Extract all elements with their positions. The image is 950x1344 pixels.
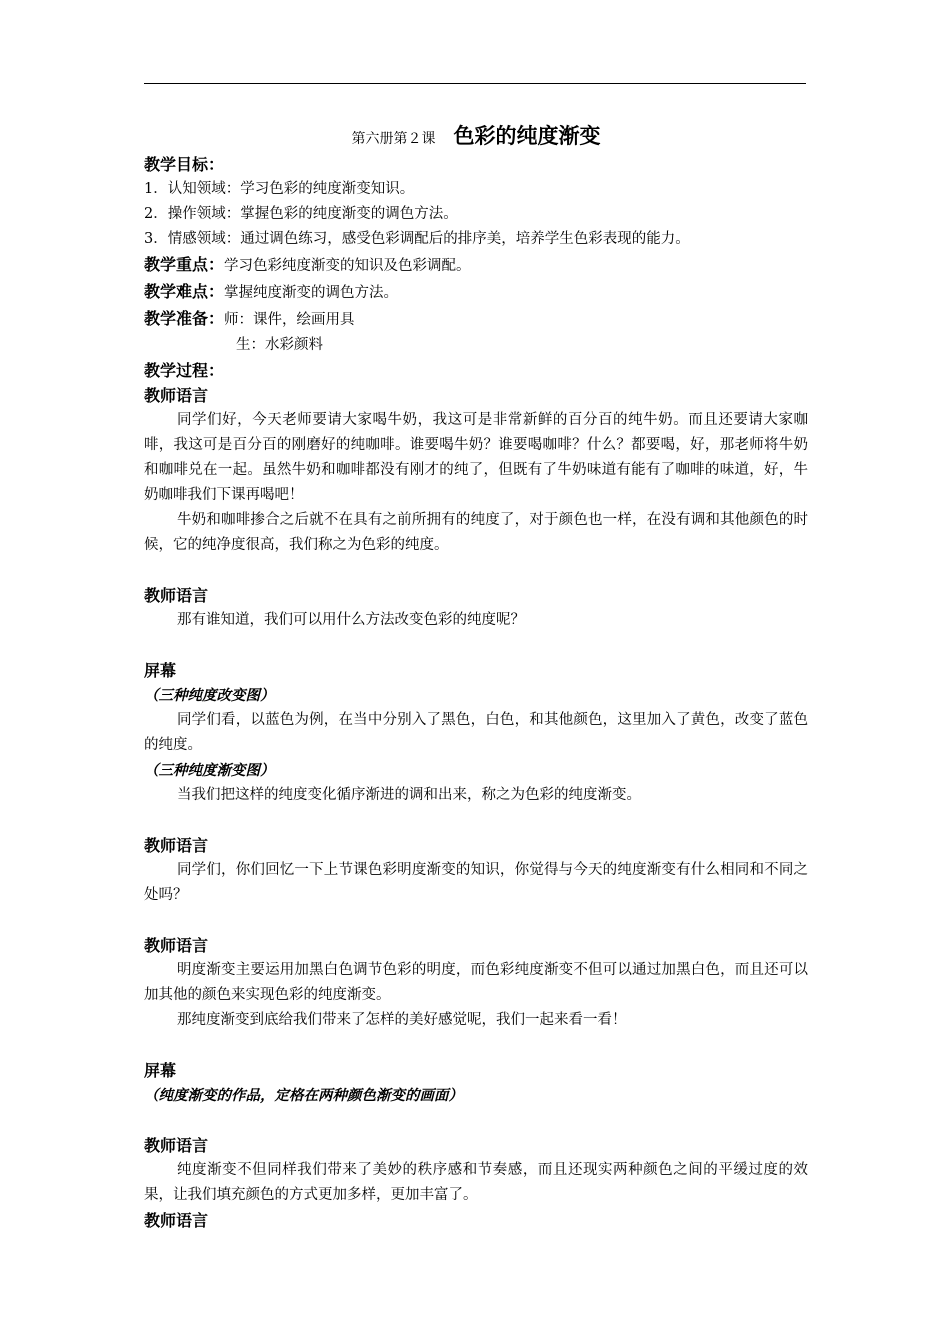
spacer (144, 908, 808, 933)
lesson-number: 第六册第２课 (351, 131, 436, 147)
screen-note: （纯度渐变的作品，定格在两种颜色渐变的画面） (144, 1087, 463, 1104)
key-point-label: 教学重点： (144, 255, 225, 274)
difficulty-text: 掌握纯度渐变的调色方法。 (224, 285, 399, 301)
paragraph: 那纯度渐变到底给我们带来了怎样的美好感觉呢，我们一起来看一看！ (177, 1012, 627, 1028)
spacer (144, 808, 808, 833)
preparation-label: 教学准备： (144, 309, 225, 328)
paragraph: 明度渐变主要运用加黑白色调节色彩的明度，而色彩纯度渐变不但可以通过加黑白色，而且还可以加其他的颜色来实现色彩的纯度渐变。 (144, 962, 808, 1003)
section-heading: 教师语言 (144, 836, 209, 855)
paragraph: 纯度渐变不但同样我们带来了美妙的秩序感和节奏感，而且还现实两种颜色之间的平缓过度的效果，让我们填充颜色的方式更加多样，更加丰富了。 (144, 1162, 808, 1203)
lesson-title: 色彩的纯度渐变 (453, 124, 601, 148)
section-heading: 屏幕 (144, 661, 177, 680)
section-heading: 教师语言 (144, 586, 209, 605)
paragraph: 那有谁知道，我们可以用什么方法改变色彩的纯度呢？ (177, 612, 525, 628)
section-heading: 教师语言 (144, 936, 209, 955)
preparation-teacher: 师：课件，绘画用具 (224, 312, 355, 328)
header-rule (144, 83, 806, 84)
paragraph: 当我们把这样的纯度变化循序渐进的调和出来，称之为色彩的纯度渐变。 (177, 787, 641, 803)
section-heading: 教师语言 (144, 386, 209, 405)
section-heading: 屏幕 (144, 1061, 177, 1080)
key-point-text: 学习色彩纯度渐变的知识及色彩调配。 (224, 258, 471, 274)
key-point (144, 252, 808, 279)
paragraph: 同学们看，以蓝色为例，在当中分别入了黑色，白色，和其他颜色，这里加入了黄色，改变了蓝色的纯度。 (144, 712, 808, 753)
process-heading: 教学过程： (144, 361, 225, 380)
document-body (144, 120, 808, 1233)
objectives-heading: 教学目标： (144, 155, 225, 174)
preparation (144, 306, 808, 333)
paragraph: 同学们好，今天老师要请大家喝牛奶，我这可是非常新鲜的百分百的纯牛奶。而且还要请大家咖啡，我这可是百分百的刚磨好的纯咖啡。谁要喝牛奶？谁要喝咖啡？什么？都要喝，好，那老师将牛奶和咖啡兑在一起。虽然牛奶和咖啡都没有刚才的纯了，但既有了牛奶味道有能有了咖啡的味道，好，牛奶咖啡我们下课再喝吧！ (144, 412, 808, 503)
objective-item: 2．操作领域：掌握色彩的纯度渐变的调色方法。 (144, 206, 458, 222)
section-heading: 教师语言 (144, 1211, 209, 1230)
difficulty-label: 教学难点： (144, 282, 225, 301)
spacer (144, 558, 808, 583)
spacer (144, 1033, 808, 1058)
objective-item: 3．情感领域：通过调色练习，感受色彩调配后的排序美，培养学生色彩表现的能力。 (144, 231, 690, 247)
section-heading: 教师语言 (144, 1136, 209, 1155)
screen-note: （三种纯度渐变图） (144, 762, 275, 779)
spacer (144, 633, 808, 658)
spacer (144, 1108, 808, 1133)
paragraph: 同学们，你们回忆一下上节课色彩明度渐变的知识，你觉得与今天的纯度渐变有什么相同和不同之处吗？ (144, 862, 808, 903)
difficulty (144, 279, 808, 306)
preparation-student: 生：水彩颜料 (236, 337, 323, 353)
title-line (144, 120, 808, 152)
screen-note: （三种纯度改变图） (144, 687, 275, 704)
objective-item: 1．认知领域：学习色彩的纯度渐变知识。 (144, 181, 415, 197)
paragraph: 牛奶和咖啡掺合之后就不在具有之前所拥有的纯度了，对于颜色也一样，在没有调和其他颜色的时候，它的纯净度很高，我们称之为色彩的纯度。 (144, 512, 808, 553)
